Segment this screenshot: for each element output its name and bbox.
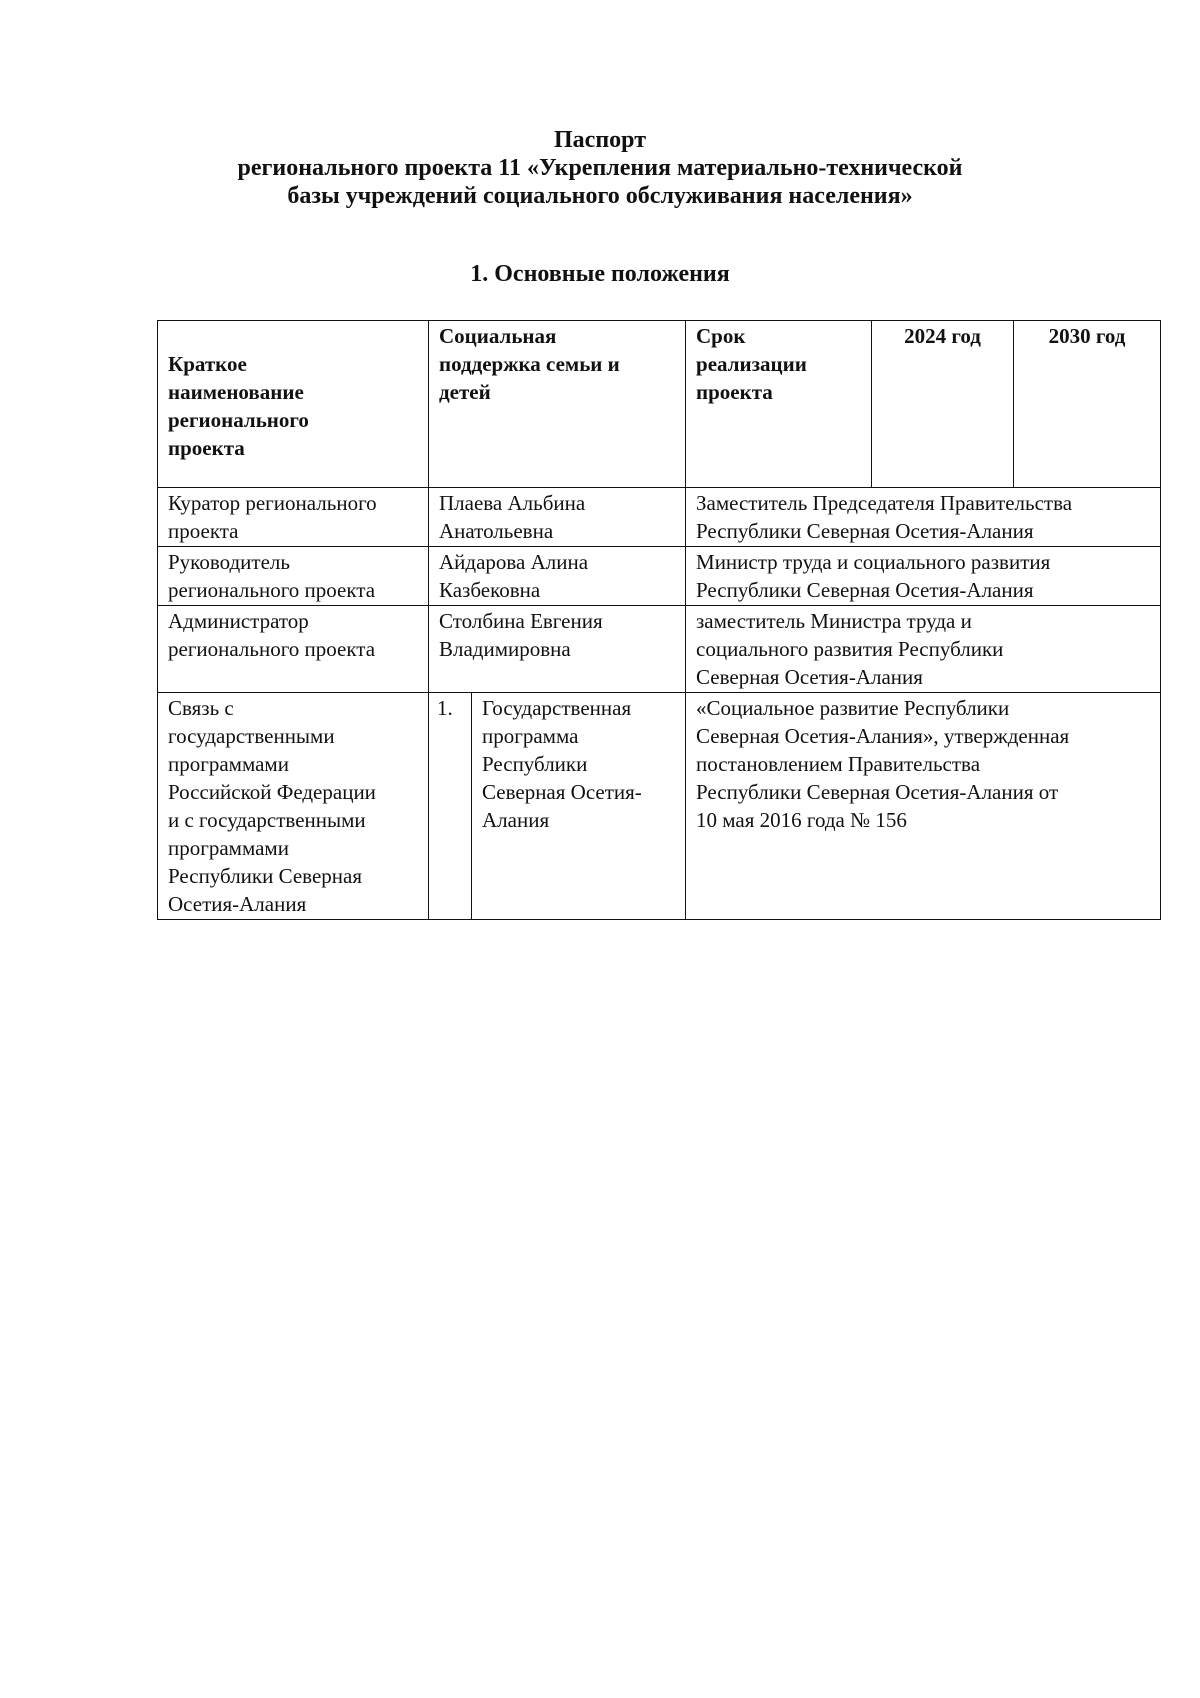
title-line-1: Паспорт <box>554 127 646 153</box>
administrator-label-cell: Администратор регионального проекта <box>158 606 429 693</box>
head-position-cell: Министр труда и социального развития Республики Северная Осетия-Алания <box>686 547 1161 606</box>
table-row-header <box>158 321 1161 488</box>
head-person-cell: Айдарова Алина Казбековна <box>429 547 686 606</box>
program-type-cell: Государственная программа Республики Северная Осетия- Алания <box>472 693 686 920</box>
curator-position-cell: Заместитель Председателя Правительства Республики Северная Осетия-Алания <box>686 488 1161 547</box>
section-title: 1. Основные положения <box>470 261 730 287</box>
head-label-cell: Руководитель регионального проекта <box>158 547 429 606</box>
title-line-3: базы учреждений социального обслуживания населения» <box>287 183 913 209</box>
title-line-2: регионального проекта 11 «Укрепления материально-технической <box>237 155 963 181</box>
table-row-programs <box>158 693 1161 920</box>
table-row-administrator <box>158 606 1161 693</box>
program-number-cell: 1. <box>429 693 472 920</box>
passport-table <box>157 320 1161 920</box>
table-row-curator <box>158 488 1161 547</box>
curator-person-cell: Плаева Альбина Анатольевна <box>429 488 686 547</box>
start-year-cell: 2024 год <box>872 321 1014 488</box>
short-name-label-cell: Краткое наименование регионального проекта <box>158 321 429 488</box>
document-title <box>0 126 1200 210</box>
short-name-value-cell: Социальная поддержка семьи и детей <box>429 321 686 488</box>
programs-label-cell: Связь с государственными программами Российской Федерации и с государственными программами Республики Северная Осетия-Алания <box>158 693 429 920</box>
program-name-cell: «Социальное развитие Республики Северная Осетия-Алания», утвержденная постановлением Правительства Республики Северная Осетия-Алания от 10 мая 2016 года № 156 <box>686 693 1161 920</box>
end-year-cell: 2030 год <box>1014 321 1161 488</box>
administrator-person-cell: Столбина Евгения Владимировна <box>429 606 686 693</box>
curator-label-cell: Куратор регионального проекта <box>158 488 429 547</box>
table-row-head <box>158 547 1161 606</box>
term-label-cell: Срок реализации проекта <box>686 321 872 488</box>
administrator-position-cell: заместитель Министра труда и социального развития Республики Северная Осетия-Алания <box>686 606 1161 693</box>
